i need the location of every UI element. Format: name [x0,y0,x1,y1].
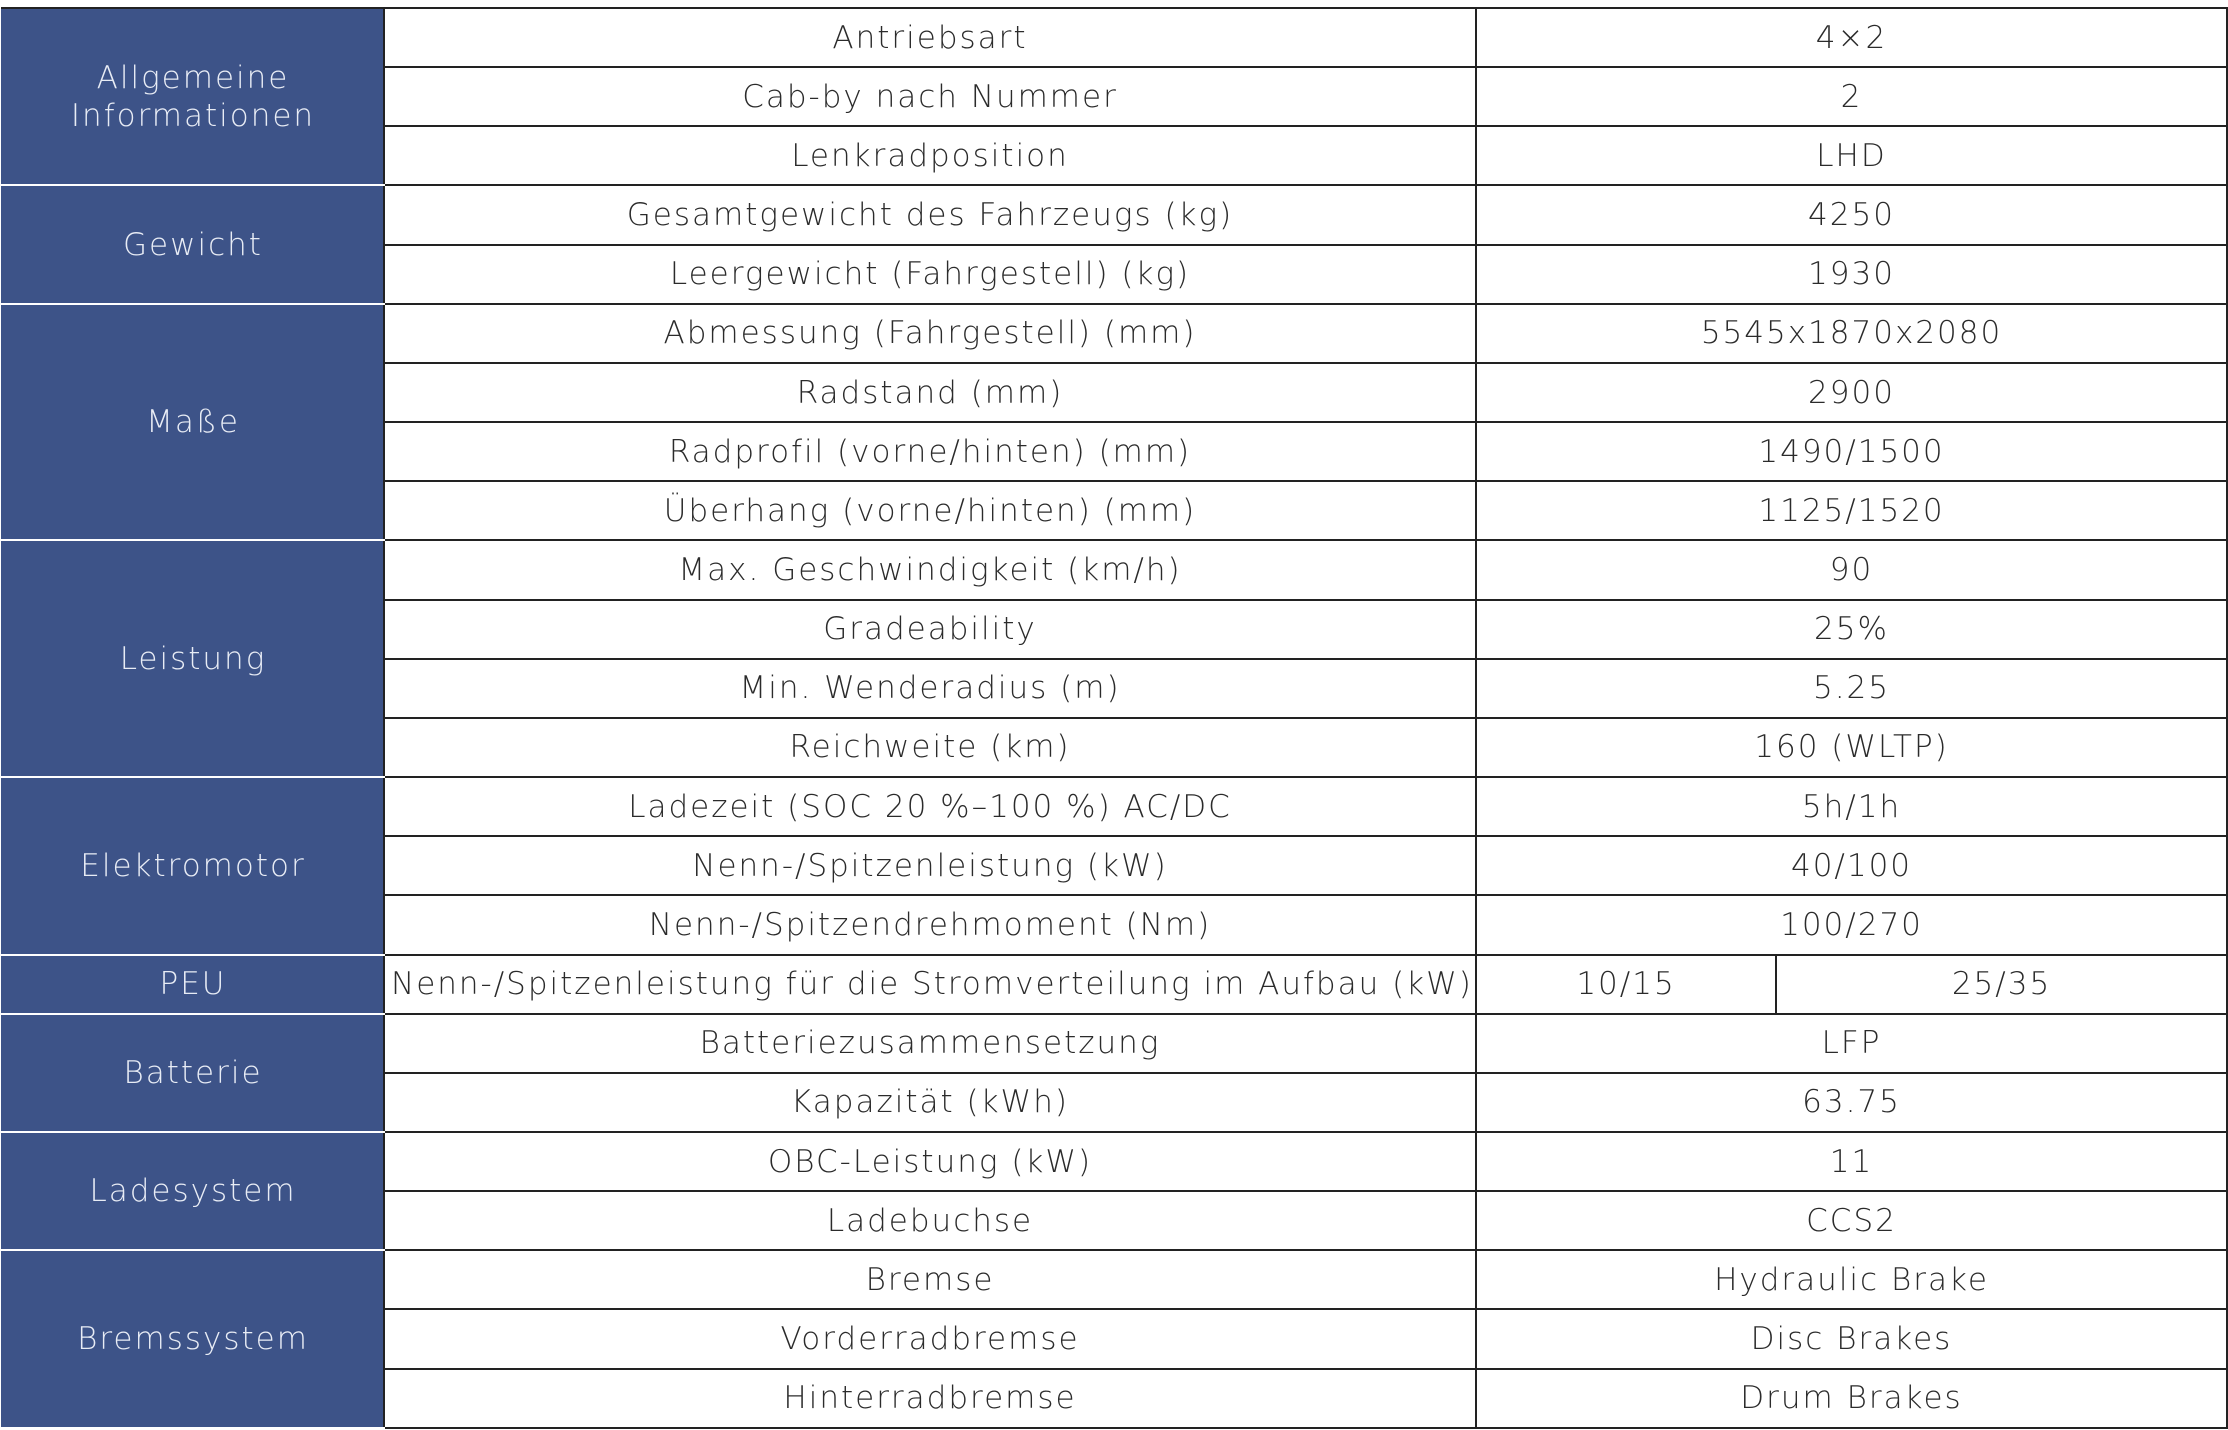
spec-label: Abmessung (Fahrgestell) (mm) [384,304,1476,363]
category-allgemeine-informationen: Allgemeine Informationen [2,8,384,185]
spec-value: 5h/1h [1476,777,2227,836]
spec-label: Cab-by nach Nummer [384,67,1476,126]
spec-table [1,7,2228,1429]
table-row [2,8,2227,67]
spec-label: Vorderradbremse [384,1309,1476,1368]
spec-value: 5.25 [1476,659,2227,718]
spec-value: 11 [1476,1132,2227,1191]
spec-label: Nenn-/Spitzenleistung (kW) [384,836,1476,895]
table-row [2,1132,2227,1191]
spec-value: CCS2 [1476,1191,2227,1250]
spec-label: Reichweite (km) [384,718,1476,777]
spec-value: 2 [1476,67,2227,126]
spec-label: Überhang (vorne/hinten) (mm) [384,481,1476,540]
category-peu: PEU [2,955,384,1014]
table-row [2,955,2227,1014]
table-row [2,185,2227,244]
spec-value: 10/15 [1476,955,1776,1014]
spec-label: Gesamtgewicht des Fahrzeugs (kg) [384,185,1476,244]
spec-label: Lenkradposition [384,126,1476,185]
spec-value: 63.75 [1476,1073,2227,1132]
spec-label: Leergewicht (Fahrgestell) (kg) [384,245,1476,304]
spec-value: 1490/1500 [1476,422,2227,481]
spec-value: 1930 [1476,245,2227,304]
spec-value: 4250 [1476,185,2227,244]
spec-label: Bremse [384,1250,1476,1309]
spec-label: Nenn-/Spitzendrehmoment (Nm) [384,895,1476,954]
spec-label: Radprofil (vorne/hinten) (mm) [384,422,1476,481]
category-gewicht: Gewicht [2,185,384,303]
spec-label: Hinterradbremse [384,1369,1476,1428]
spec-label: OBC-Leistung (kW) [384,1132,1476,1191]
spec-value: LFP [1476,1014,2227,1073]
spec-value: 100/270 [1476,895,2227,954]
table-row [2,777,2227,836]
spec-label: Radstand (mm) [384,363,1476,422]
spec-value: 4×2 [1476,8,2227,67]
category-leistung: Leistung [2,540,384,777]
category-batterie: Batterie [2,1014,384,1132]
spec-value: Drum Brakes [1476,1369,2227,1428]
spec-label: Kapazität (kWh) [384,1073,1476,1132]
spec-value: 25% [1476,600,2227,659]
spec-value: Hydraulic Brake [1476,1250,2227,1309]
table-row [2,1250,2227,1309]
spec-label: Antriebsart [384,8,1476,67]
spec-value: Disc Brakes [1476,1309,2227,1368]
spec-table-body [2,8,2227,1428]
category-bremssystem: Bremssystem [2,1250,384,1427]
category-elektromotor: Elektromotor [2,777,384,954]
table-row [2,304,2227,363]
spec-label: Max. Geschwindigkeit (km/h) [384,540,1476,599]
spec-label: Min. Wenderadius (m) [384,659,1476,718]
spec-value: 1125/1520 [1476,481,2227,540]
spec-label: Gradeability [384,600,1476,659]
spec-label: Batteriezusammensetzung [384,1014,1476,1073]
category-ma-e: Maße [2,304,384,541]
spec-value: 25/35 [1776,955,2227,1014]
spec-label: Nenn-/Spitzenleistung für die Stromverteilung im Aufbau (kW) [384,955,1476,1014]
table-row [2,540,2227,599]
spec-value: 90 [1476,540,2227,599]
spec-label: Ladebuchse [384,1191,1476,1250]
spec-value: 40/100 [1476,836,2227,895]
category-ladesystem: Ladesystem [2,1132,384,1250]
spec-value: 2900 [1476,363,2227,422]
spec-label: Ladezeit (SOC 20 %–100 %) AC/DC [384,777,1476,836]
table-row [2,1014,2227,1073]
spec-value: 5545x1870x2080 [1476,304,2227,363]
spec-value: LHD [1476,126,2227,185]
spec-value: 160 (WLTP) [1476,718,2227,777]
